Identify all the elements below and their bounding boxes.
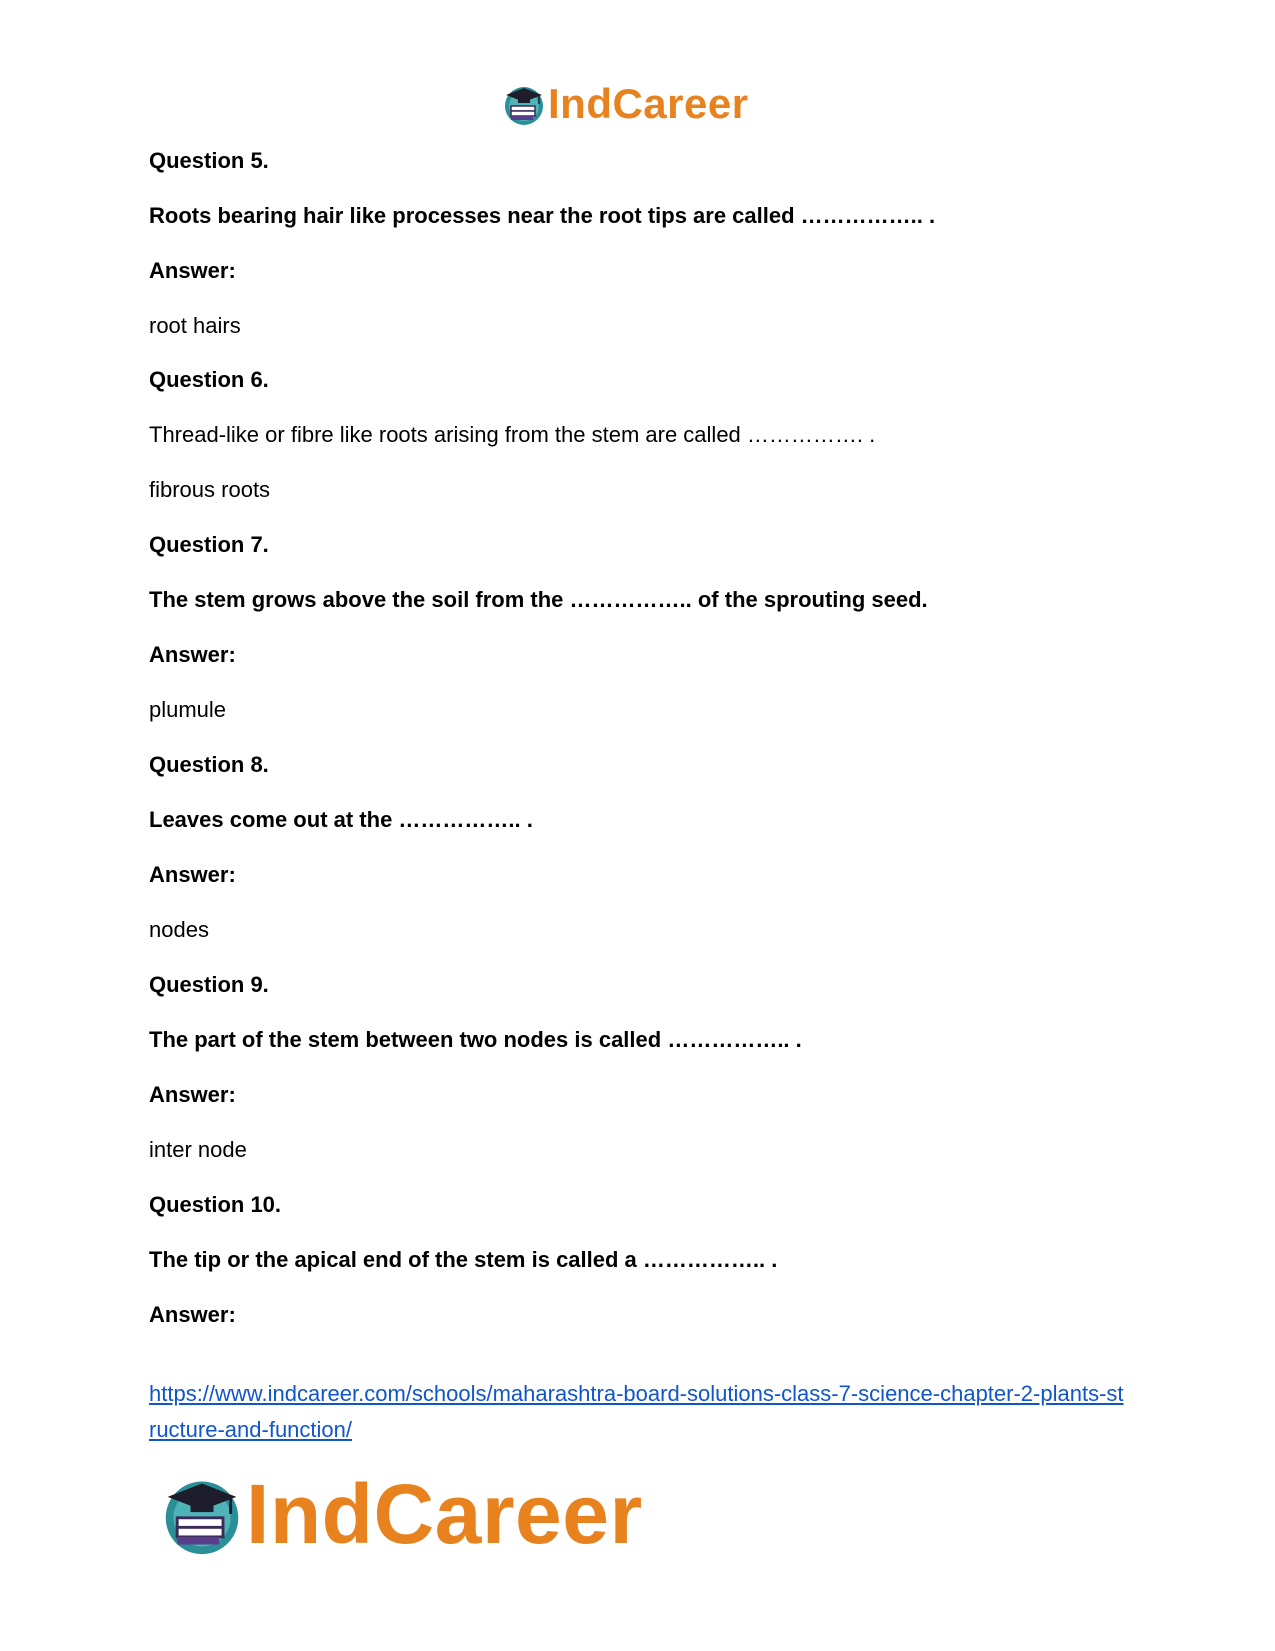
question-heading: Question 5. — [149, 148, 269, 173]
answer-text: root hairs — [149, 313, 241, 338]
question-text: The stem grows above the soil from the …………….. of the sprouting seed. — [149, 587, 928, 612]
answer-label: Answer: — [149, 1082, 236, 1107]
graduation-cap-book-globe-icon — [160, 1472, 244, 1556]
footer-logo — [160, 1468, 643, 1560]
answer-text: plumule — [149, 697, 227, 722]
question-text: The part of the stem between two nodes is called …………….. . — [149, 1027, 802, 1052]
answer-label: Answer: — [149, 1302, 236, 1327]
question-heading: Question 7. — [149, 532, 269, 557]
logo-wordmark: IndCareer — [246, 1467, 643, 1561]
question-heading: Question 8. — [149, 752, 269, 777]
answer-text: nodes — [149, 917, 209, 942]
question-text: Leaves come out at the …………….. . — [149, 807, 533, 832]
source-link[interactable]: https://www.indcareer.com/schools/maharashtra-board-solutions-class-7-science-chapter-2-plants-structure-and-function/ — [149, 1381, 1124, 1442]
question-text: Thread-like or fibre like roots arising from the stem are called ……………. . — [149, 422, 876, 447]
question-heading: Question 9. — [149, 972, 269, 997]
answer-text: fibrous roots — [149, 477, 271, 502]
question-text: The tip or the apical end of the stem is called a …………….. . — [149, 1247, 778, 1272]
graduation-cap-book-globe-icon — [502, 82, 546, 126]
answer-text: inter node — [149, 1137, 247, 1162]
question-heading: Question 6. — [149, 367, 269, 392]
question-text: Roots bearing hair like processes near the root tips are called …………….. . — [149, 203, 936, 228]
answer-label: Answer: — [149, 258, 236, 283]
header-logo — [502, 78, 749, 130]
question-heading: Question 10. — [149, 1192, 282, 1217]
logo-wordmark: IndCareer — [548, 80, 749, 127]
answer-label: Answer: — [149, 642, 236, 667]
answer-label: Answer: — [149, 862, 236, 887]
